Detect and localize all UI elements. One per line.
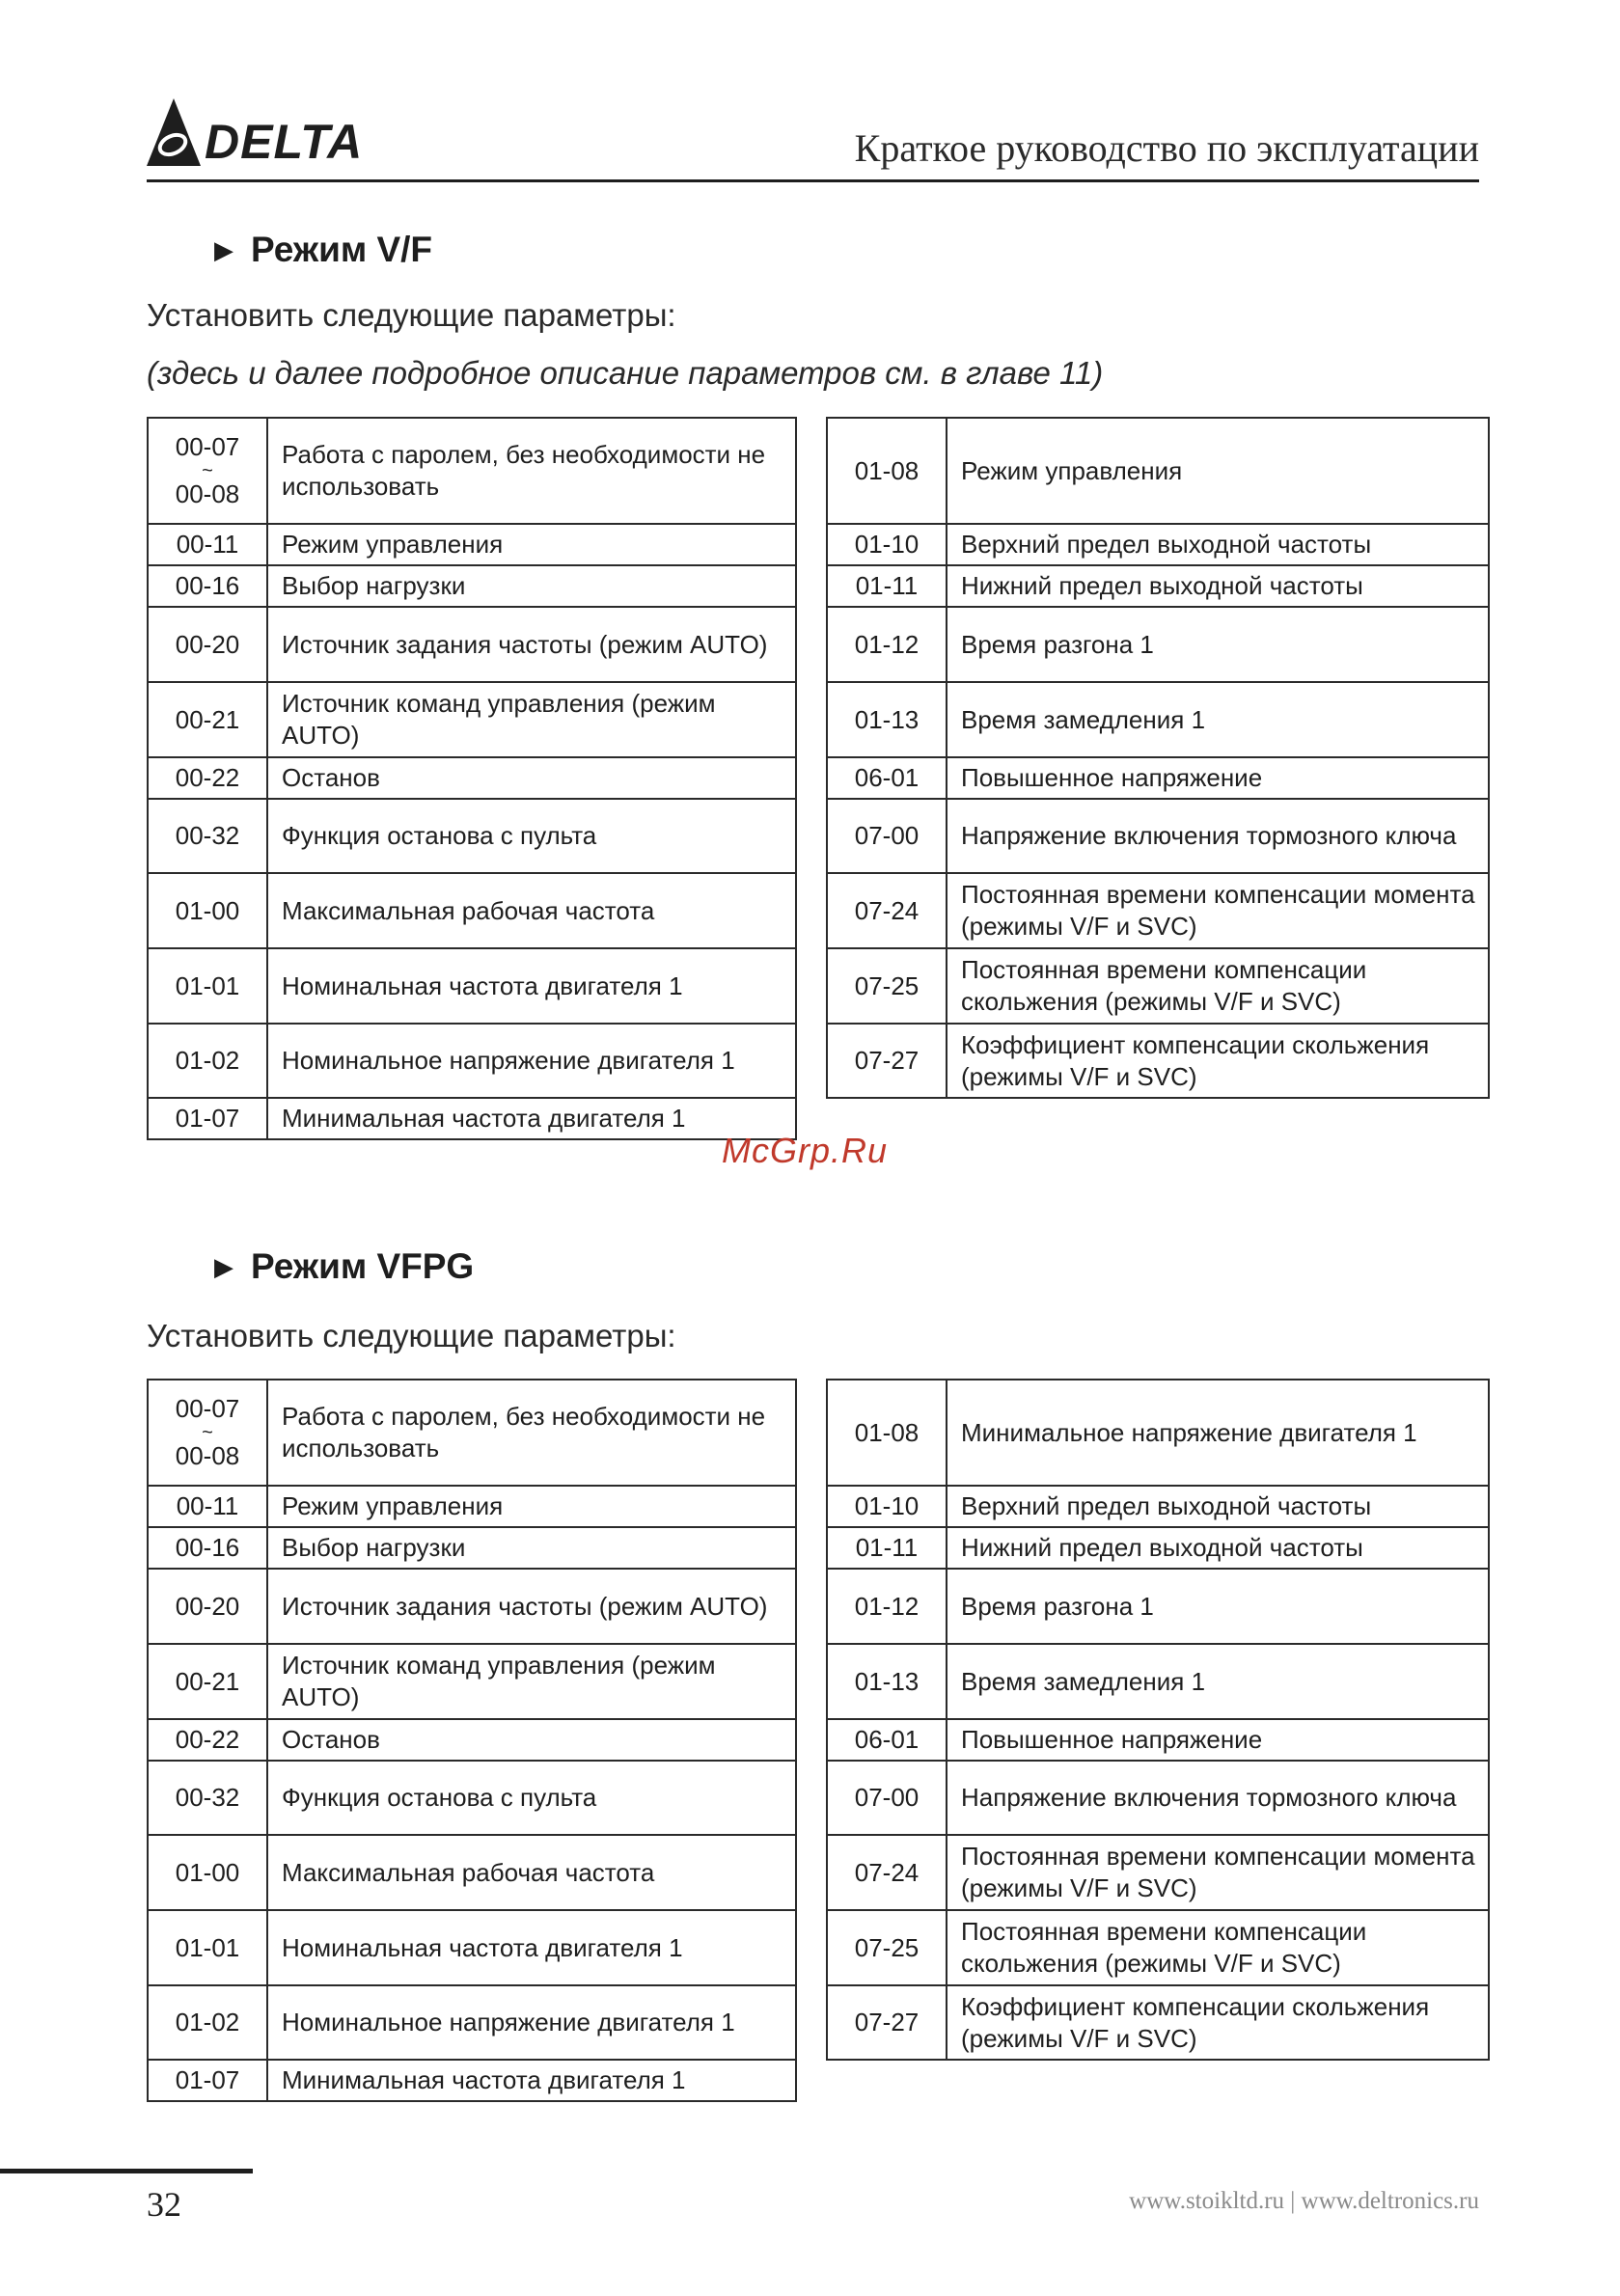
table-row [148,1910,796,1985]
param-desc: Время разгона 1 [947,1569,1489,1644]
table-row [148,1569,796,1644]
param-code: 07-25 [827,1910,947,1985]
table-row [148,1098,796,1139]
table-row [148,565,796,607]
param-code: 01-12 [827,1569,947,1644]
param-code: 01-10 [827,1486,947,1527]
param-code: 01-08 [827,418,947,524]
table-row [827,1835,1489,1910]
param-code: 07-00 [827,799,947,873]
param-code: 01-08 [827,1380,947,1486]
param-code: 00-32 [148,1761,267,1835]
param-desc: Работа с паролем, без необходимости не использовать [267,1380,796,1486]
param-desc: Постоянная времени компенсации момента (режимы V/F и SVC) [947,1835,1489,1910]
param-desc: Функция останова с пульта [267,799,796,873]
section-title-text: Режим V/F [251,230,433,269]
param-code: 07-27 [827,1024,947,1098]
table-row [148,873,796,948]
param-code: 00-21 [148,1644,267,1719]
param-desc: Верхний предел выходной частоты [947,1486,1489,1527]
param-code: 01-02 [148,1985,267,2060]
param-code: 01-01 [148,1910,267,1985]
table-row [148,1835,796,1910]
param-desc: Постоянная времени компенсации скольжения (режимы V/F и SVC) [947,1910,1489,1985]
param-code: 00-32 [148,799,267,873]
table-row [148,757,796,799]
table-row [148,1719,796,1761]
table-row [827,1985,1489,2060]
table-row [148,799,796,873]
param-desc: Выбор нагрузки [267,565,796,607]
table-row [827,1569,1489,1644]
table-row [827,1380,1489,1486]
watermark: McGrp.Ru [722,1131,889,1170]
bullet-triangle-icon: ▶ [214,234,233,264]
param-code: 01-00 [148,873,267,948]
section-intro: Установить следующие параметры: [147,1318,676,1353]
param-code: 00-11 [148,524,267,565]
param-desc: Нижний предел выходной частоты [947,1527,1489,1569]
table-row [827,757,1489,799]
param-desc: Останов [267,757,796,799]
section-title-text: Режим VFPG [251,1246,475,1286]
table-row [827,607,1489,682]
table-row [148,418,796,524]
table-row [827,418,1489,524]
table-row [827,524,1489,565]
param-desc: Выбор нагрузки [267,1527,796,1569]
table-row [148,2060,796,2101]
param-code: 00-22 [148,757,267,799]
param-desc: Режим управления [267,524,796,565]
table-row [148,1644,796,1719]
param-desc: Верхний предел выходной частоты [947,524,1489,565]
footer-links: www.stoikltd.ru | www.deltronics.ru [1129,2188,1479,2214]
param-desc: Источник задания частоты (режим AUTO) [267,607,796,682]
table-row [148,1985,796,2060]
table-row [827,948,1489,1024]
delta-triangle-icon [145,96,203,170]
param-code: 07-24 [827,1835,947,1910]
param-code: 01-02 [148,1024,267,1098]
param-desc: Номинальное напряжение двигателя 1 [267,1985,796,2060]
param-code: 00-07 ~ 00-08 [148,418,267,524]
param-desc: Постоянная времени компенсации момента (режимы V/F и SVC) [947,873,1489,948]
param-code: 01-00 [148,1835,267,1910]
param-desc: Напряжение включения тормозного ключа [947,799,1489,873]
param-desc: Источник команд управления (режим AUTO) [267,682,796,757]
param-code: 01-11 [827,1527,947,1569]
param-desc: Источник команд управления (режим AUTO) [267,1644,796,1719]
param-desc: Минимальная частота двигателя 1 [267,2060,796,2101]
param-code: 01-10 [827,524,947,565]
param-desc: Максимальная рабочая частота [267,1835,796,1910]
table-row [827,1719,1489,1761]
param-desc: Номинальная частота двигателя 1 [267,1910,796,1985]
param-code: 07-25 [827,948,947,1024]
param-code: 01-11 [827,565,947,607]
document-title: Краткое руководство по эксплуатации [854,126,1479,170]
param-code: 00-16 [148,1527,267,1569]
section-title-vf [214,230,432,270]
param-code: 00-20 [148,607,267,682]
param-code: 00-21 [148,682,267,757]
table-row [148,607,796,682]
param-code: 07-24 [827,873,947,948]
delta-logo-text: DELTA [205,115,364,169]
param-code: 06-01 [827,1719,947,1761]
table-row [827,1761,1489,1835]
vf-params-table-right [826,417,1490,1099]
param-code: 00-07 ~ 00-08 [148,1380,267,1486]
table-row [827,1024,1489,1098]
table-row [827,1644,1489,1719]
section-intro: Установить следующие параметры: [147,297,676,333]
param-desc: Останов [267,1719,796,1761]
bullet-triangle-icon: ▶ [214,1251,233,1281]
param-desc: Режим управления [267,1486,796,1527]
param-code: 00-20 [148,1569,267,1644]
param-desc: Функция останова с пульта [267,1761,796,1835]
param-desc: Напряжение включения тормозного ключа [947,1761,1489,1835]
param-code: 01-07 [148,2060,267,2101]
param-desc: Режим управления [947,418,1489,524]
footer-divider [0,2169,253,2173]
param-code: 07-00 [827,1761,947,1835]
table-row [827,682,1489,757]
param-desc: Время разгона 1 [947,607,1489,682]
param-desc: Максимальная рабочая частота [267,873,796,948]
table-row [148,948,796,1024]
header-divider [147,179,1479,182]
section-title-vfpg [214,1246,474,1287]
table-row [148,524,796,565]
table-row [148,1527,796,1569]
param-desc: Работа с паролем, без необходимости не использовать [267,418,796,524]
param-code: 01-13 [827,1644,947,1719]
param-desc: Источник задания частоты (режим AUTO) [267,1569,796,1644]
table-row [827,873,1489,948]
table-row [148,1761,796,1835]
param-desc: Время замедления 1 [947,682,1489,757]
param-desc: Номинальное напряжение двигателя 1 [267,1024,796,1098]
vfpg-params-table-right [826,1379,1490,2061]
table-row [827,799,1489,873]
page-number: 32 [147,2185,181,2224]
delta-logo [145,93,363,170]
table-row [148,1380,796,1486]
param-desc: Номинальная частота двигателя 1 [267,948,796,1024]
param-desc: Коэффициент компенсации скольжения (режимы V/F и SVC) [947,1985,1489,2060]
param-desc: Постоянная времени компенсации скольжения (режимы V/F и SVC) [947,948,1489,1024]
param-desc: Повышенное напряжение [947,1719,1489,1761]
param-code: 00-11 [148,1486,267,1527]
param-code: 01-01 [148,948,267,1024]
param-desc: Коэффициент компенсации скольжения (режимы V/F и SVC) [947,1024,1489,1098]
table-row [827,1486,1489,1527]
param-code: 01-07 [148,1098,267,1139]
table-row [827,1527,1489,1569]
param-desc: Минимальная частота двигателя 1 [267,1098,796,1139]
table-row [148,682,796,757]
param-desc: Нижний предел выходной частоты [947,565,1489,607]
param-desc: Повышенное напряжение [947,757,1489,799]
vf-params-table-left [147,417,797,1140]
param-code: 01-12 [827,607,947,682]
table-row [148,1486,796,1527]
param-code: 07-27 [827,1985,947,2060]
section-note: (здесь и далее подробное описание параметров см. в главе 11) [147,355,1104,391]
param-desc: Минимальное напряжение двигателя 1 [947,1380,1489,1486]
table-row [148,1024,796,1098]
param-code: 01-13 [827,682,947,757]
param-code: 00-16 [148,565,267,607]
param-code: 06-01 [827,757,947,799]
table-row [827,565,1489,607]
param-desc: Время замедления 1 [947,1644,1489,1719]
table-row [827,1910,1489,1985]
param-code: 00-22 [148,1719,267,1761]
vfpg-params-table-left [147,1379,797,2102]
